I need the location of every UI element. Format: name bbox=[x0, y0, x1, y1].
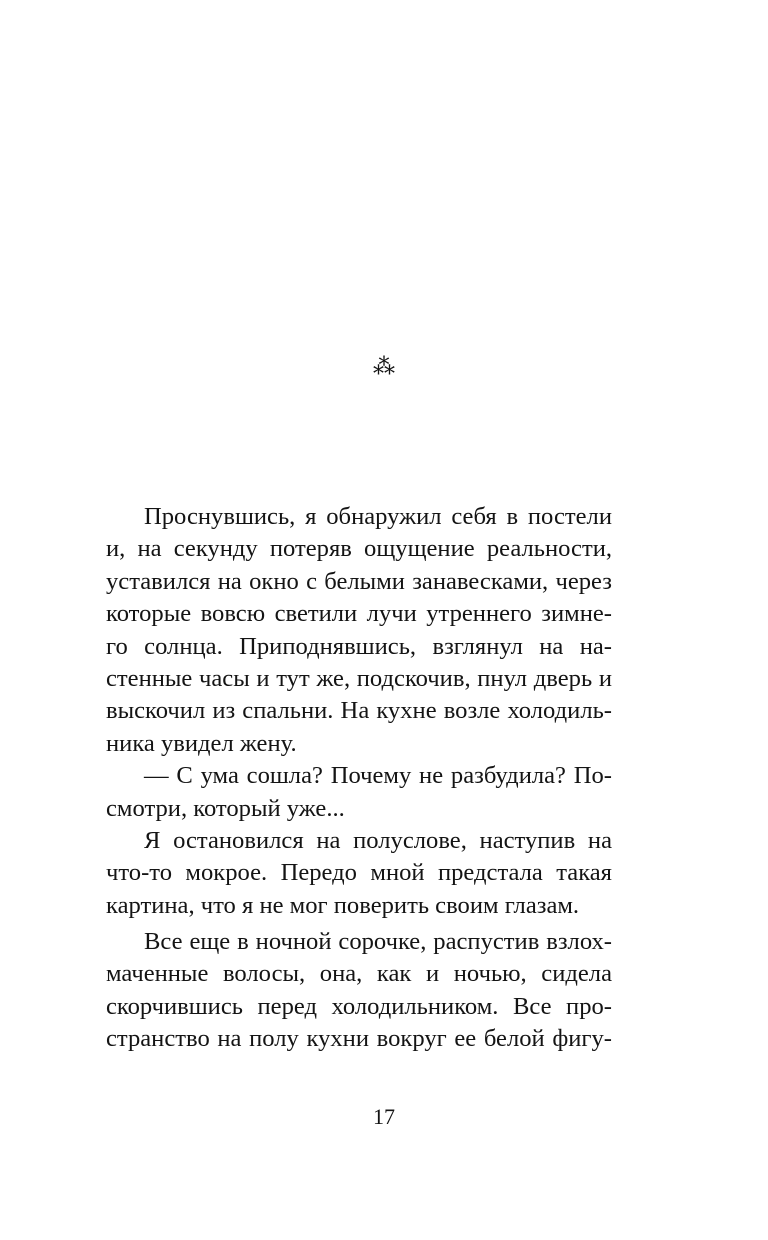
page-number: 17 bbox=[373, 1104, 395, 1129]
text-line: Проснувшись, я обнаружил себя в постели bbox=[144, 503, 612, 530]
text-line: выскочил из спальни. На кухне возле холодиль- bbox=[106, 697, 612, 725]
text-line: стенные часы и тут же, подскочив, пнул дверь и bbox=[106, 664, 612, 692]
paragraph bbox=[106, 501, 612, 760]
text-line: картина, что я не мог поверить своим глазам. bbox=[106, 891, 580, 919]
text-line: Все еще в ночной сорочке, распустив взлох- bbox=[144, 928, 612, 956]
text-line: и, на секунду потеряв ощущение реальности, bbox=[106, 535, 612, 563]
text-line: смотри, который уже... bbox=[106, 794, 345, 822]
text-line: уставился на окно с белыми занавесками, через bbox=[106, 567, 612, 595]
text-line: Я остановился на полуслове, наступив на bbox=[144, 826, 612, 854]
text-line: скорчившись перед холодильником. Все про- bbox=[106, 992, 612, 1020]
body-text bbox=[106, 501, 612, 1056]
paragraph bbox=[106, 825, 612, 922]
text-line: что-то мокрое. Передо мной предстала такая bbox=[106, 859, 612, 887]
paragraph bbox=[106, 926, 612, 1056]
text-line: странство на полу кухни вокруг ее белой фигу- bbox=[106, 1025, 612, 1053]
section-break-ornament: ⁂ bbox=[373, 354, 395, 379]
text-line: го солнца. Приподнявшись, взглянул на на- bbox=[106, 632, 612, 660]
text-line: которые вовсю светили лучи утреннего зимне- bbox=[106, 600, 612, 628]
text-line: — С ума сошла? Почему не разбудила? По- bbox=[144, 762, 612, 790]
text-line: маченные волосы, она, как и ночью, сидела bbox=[106, 960, 612, 988]
paragraph bbox=[106, 760, 612, 825]
text-line: ника увидел жену. bbox=[106, 729, 297, 757]
